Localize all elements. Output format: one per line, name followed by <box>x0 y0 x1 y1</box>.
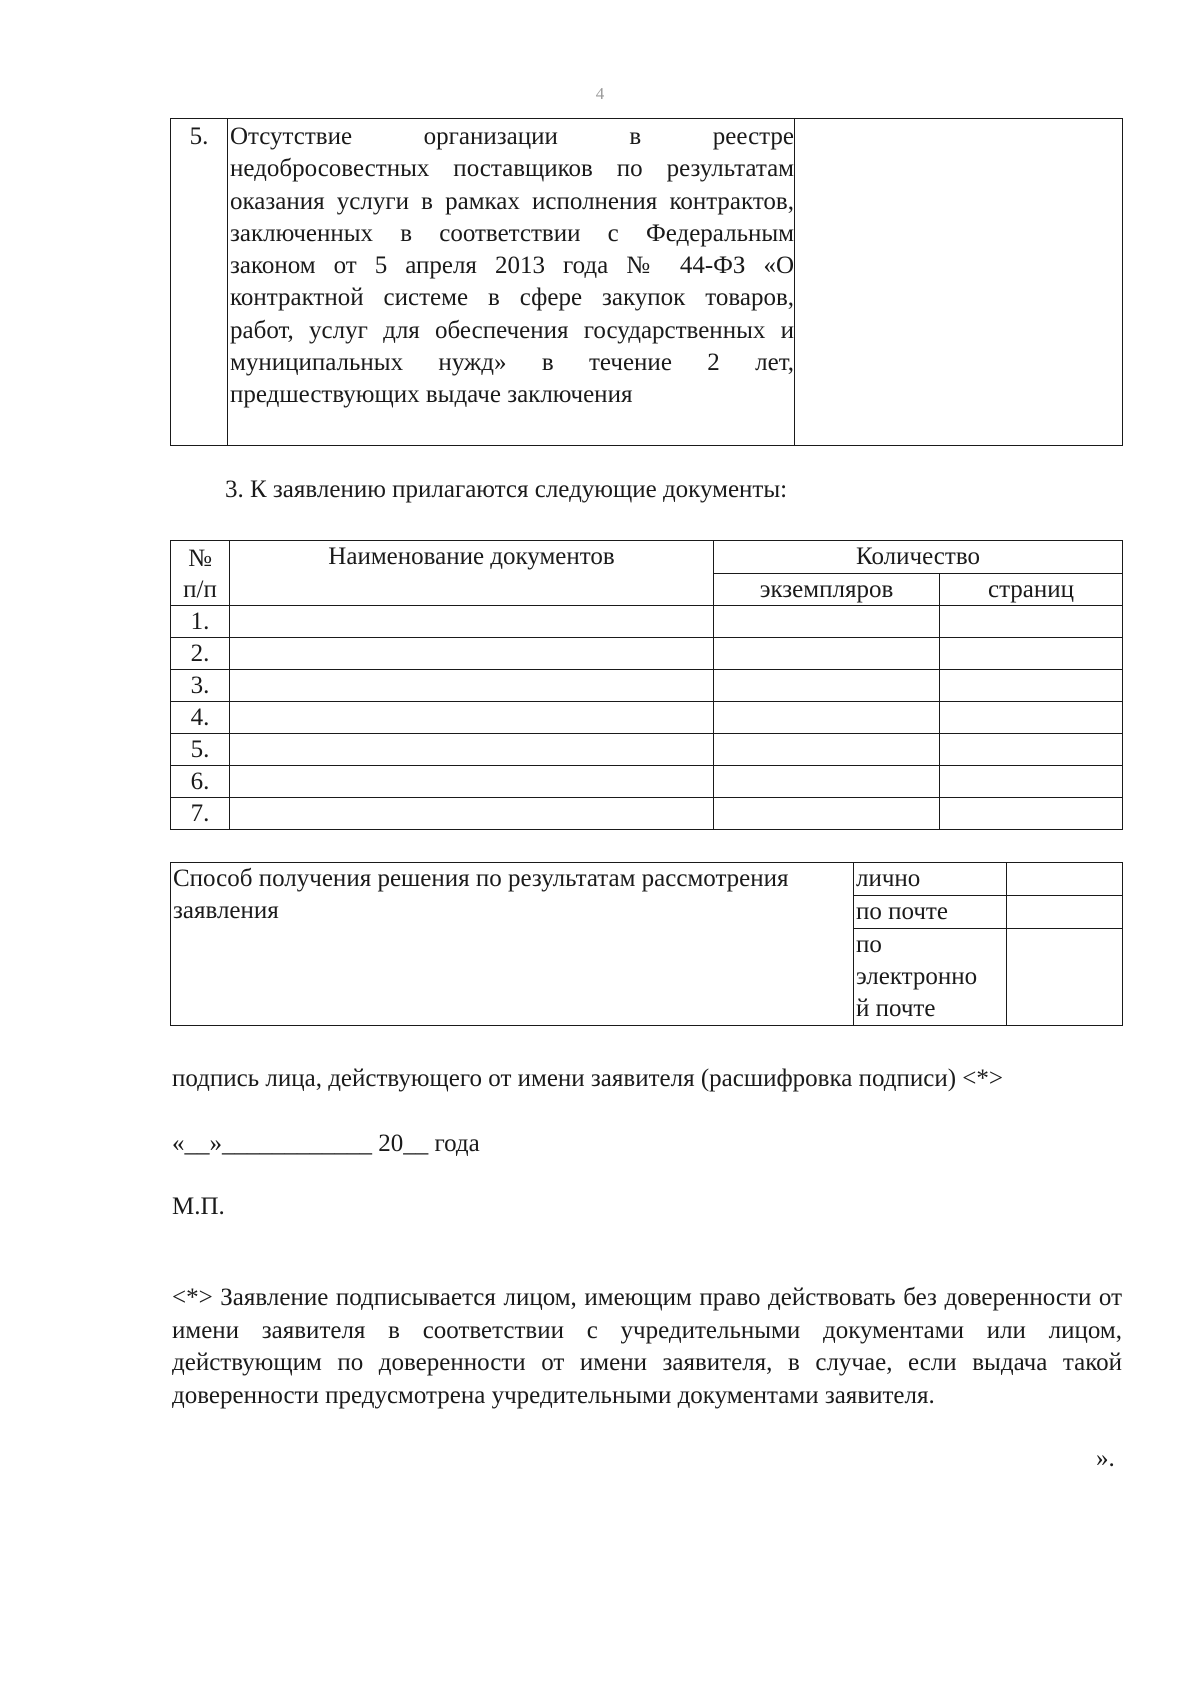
stamp-label: М.П. <box>172 1193 225 1220</box>
table-row <box>171 766 1123 798</box>
criterion-text <box>228 119 795 446</box>
table-row <box>171 670 1123 702</box>
page-number: 4 <box>595 84 605 103</box>
header-number-cell <box>171 541 230 606</box>
section-heading: 3. К заявлению прилагаются следующие документы: <box>225 476 788 503</box>
row-copies[interactable] <box>714 702 940 734</box>
row-copies[interactable] <box>714 766 940 798</box>
receipt-table <box>170 862 1123 1026</box>
receipt-option-email-line3: й почте <box>856 995 936 1022</box>
table-row <box>171 702 1123 734</box>
row-copies[interactable] <box>714 670 940 702</box>
header-number-line1: № <box>188 545 212 572</box>
header-name: Наименование документов <box>230 541 714 606</box>
criterion-number: 5. <box>171 119 228 446</box>
row-number: 2. <box>171 638 230 670</box>
row-document-name[interactable] <box>230 638 714 670</box>
date-line: «__»____________ 20__ года <box>172 1130 480 1157</box>
criterion-row <box>171 119 1123 446</box>
table-row <box>171 798 1123 830</box>
row-number: 6. <box>171 766 230 798</box>
row-pages[interactable] <box>940 606 1123 638</box>
row-copies[interactable] <box>714 638 940 670</box>
closing-quote: ». <box>1096 1445 1115 1472</box>
row-number: 7. <box>171 798 230 830</box>
row-copies[interactable] <box>714 734 940 766</box>
row-pages[interactable] <box>940 766 1123 798</box>
documents-table <box>170 540 1123 830</box>
row-copies[interactable] <box>714 606 940 638</box>
row-document-name[interactable] <box>230 766 714 798</box>
table-row <box>171 606 1123 638</box>
row-document-name[interactable] <box>230 606 714 638</box>
receipt-option-in-person: лично <box>854 863 1007 896</box>
row-number: 4. <box>171 702 230 734</box>
header-copies: экземпляров <box>714 573 940 606</box>
receipt-label: Способ получения решения по результатам рассмотрения заявления <box>171 863 854 1026</box>
row-number: 1. <box>171 606 230 638</box>
row-document-name[interactable] <box>230 670 714 702</box>
documents-header-row <box>171 541 1123 574</box>
header-number-line2: п/п <box>183 576 217 603</box>
footnote: <*> Заявление подписывается лицом, имеющим право действовать без доверенности от имени заявителя в соответствии с учредительными документами или лицом, действующим по доверенности от имени заявителя, в случае, если выдача такой доверенности предусмотрена учредительными документами заявителя. <box>172 1284 1122 1409</box>
row-document-name[interactable] <box>230 798 714 830</box>
receipt-option-email-line1: по <box>856 931 882 958</box>
table-row <box>171 734 1123 766</box>
criterion-text-last: предшествующих выдаче заключения <box>230 381 633 409</box>
receipt-checkbox-email[interactable] <box>1007 929 1123 1026</box>
receipt-option-email-line2: электронно <box>856 963 978 990</box>
row-pages[interactable] <box>940 734 1123 766</box>
row-pages[interactable] <box>940 638 1123 670</box>
row-document-name[interactable] <box>230 734 714 766</box>
receipt-row-1 <box>171 863 1123 896</box>
criterion-table <box>170 118 1123 446</box>
header-pages: страниц <box>940 573 1123 606</box>
receipt-option-email <box>854 929 1007 1026</box>
row-number: 3. <box>171 670 230 702</box>
row-number: 5. <box>171 734 230 766</box>
criterion-value-cell[interactable] <box>795 119 1123 446</box>
row-pages[interactable] <box>940 798 1123 830</box>
header-quantity: Количество <box>714 541 1123 574</box>
row-copies[interactable] <box>714 798 940 830</box>
receipt-checkbox-mail[interactable] <box>1007 896 1123 929</box>
receipt-checkbox-in-person[interactable] <box>1007 863 1123 896</box>
row-pages[interactable] <box>940 670 1123 702</box>
criterion-text-main: Отсутствие организации в реестре недобросовестных поставщиков по результатам оказания услуги в рамках исполнения контрактов, заключенных в соответствии с Федеральным законом от 5 апреля 2013 года № 44-ФЗ «О контрактной системе в сфере закупок товаров, работ, услуг для обеспечения государственных и муниципальных нужд» в течение 2 лет, <box>230 123 794 377</box>
row-pages[interactable] <box>940 702 1123 734</box>
table-row <box>171 638 1123 670</box>
receipt-option-mail: по почте <box>854 896 1007 929</box>
row-document-name[interactable] <box>230 702 714 734</box>
signature-line: подпись лица, действующего от имени заявителя (расшифровка подписи) <*> <box>172 1065 1003 1092</box>
